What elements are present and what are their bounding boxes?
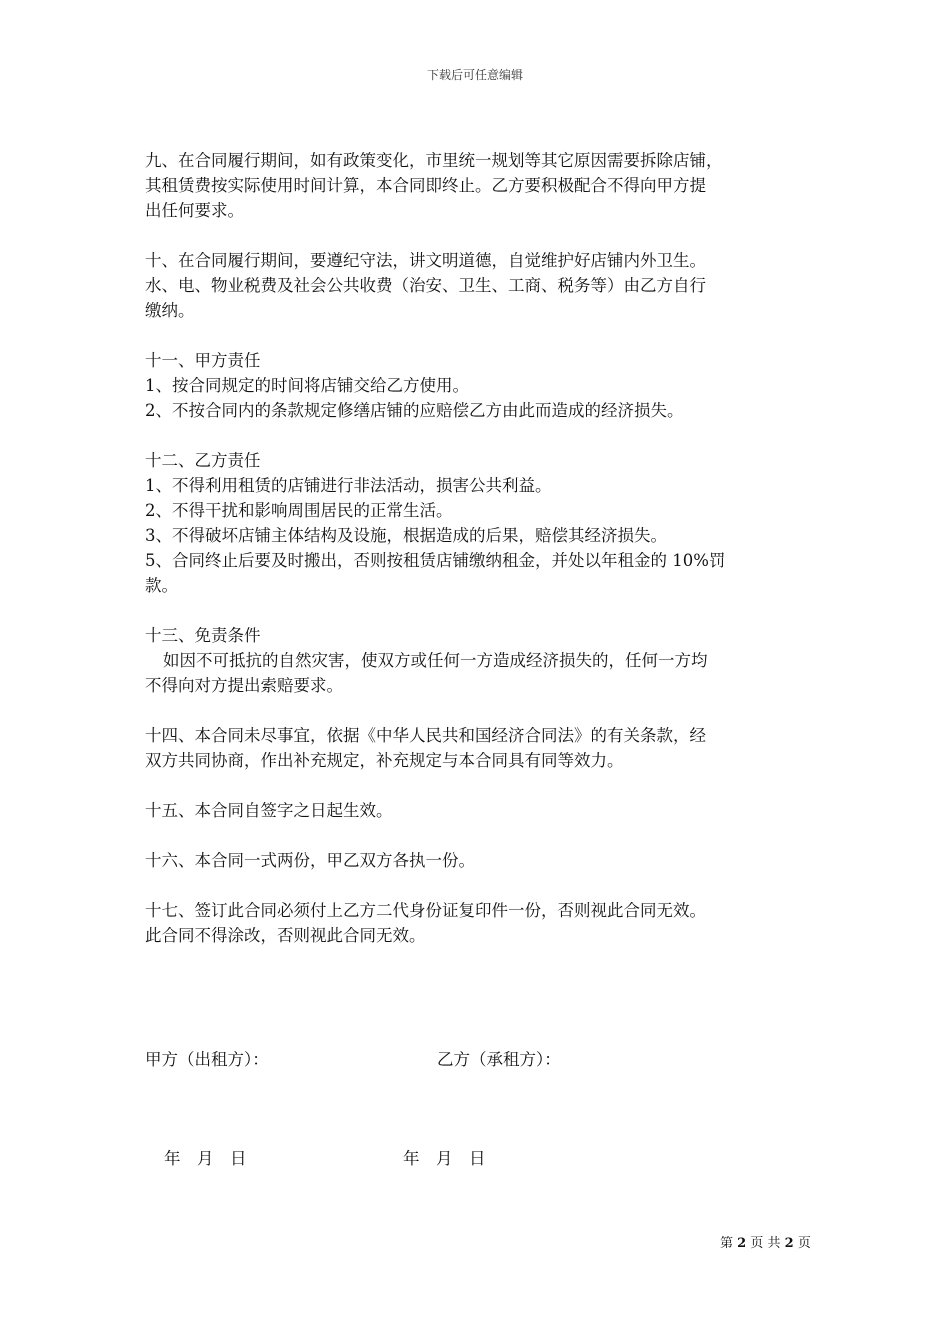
clause-line: 十五、本合同自签字之日起生效。 bbox=[145, 801, 393, 820]
clause-line: 十六、本合同一式两份，甲乙双方各执一份。 bbox=[145, 851, 475, 870]
clause-line: 水、电、物业税费及社会公共收费（治安、卫生、工商、税务等）由乙方自行 bbox=[145, 276, 706, 295]
party-a-signature-label: 甲方（出租方）： bbox=[145, 1050, 269, 1069]
clause-line: 款。 bbox=[145, 576, 178, 595]
clause-11-party-a-duties bbox=[145, 348, 810, 423]
clause-16 bbox=[145, 848, 810, 873]
clause-line: 九、在合同履行期间，如有政策变化，市里统一规划等其它原因需要拆除店铺， bbox=[145, 151, 723, 170]
clause-line: 2、不按合同内的条款规定修缮店铺的应赔偿乙方由此而造成的经济损失。 bbox=[145, 401, 684, 420]
party-b-signature-label: 乙方（承租方）： bbox=[437, 1050, 561, 1069]
clause-line: 此合同不得涂改，否则视此合同无效。 bbox=[145, 926, 426, 945]
clause-line: 5、合同终止后要及时搬出，否则按租赁店铺缴纳租金，并处以年租金的 10%罚 bbox=[145, 551, 726, 570]
page-number bbox=[720, 1232, 811, 1251]
clause-17 bbox=[145, 898, 810, 948]
clause-9 bbox=[145, 148, 810, 223]
clause-12-party-b-duties bbox=[145, 448, 810, 598]
clause-15 bbox=[145, 798, 810, 823]
clause-line: 1、不得利用租赁的店铺进行非法活动，损害公共利益。 bbox=[145, 476, 552, 495]
clause-heading: 十三、免责条件 bbox=[145, 626, 261, 645]
page-header: 下载后可任意编辑 bbox=[426, 68, 523, 82]
page-number-suffix: 页 bbox=[797, 1236, 811, 1251]
clause-line: 不得向对方提出索赔要求。 bbox=[145, 676, 343, 695]
clause-line: 出任何要求。 bbox=[145, 201, 244, 220]
party-a-date: 年 月 日 bbox=[164, 1149, 247, 1168]
clause-line: 缴纳。 bbox=[145, 301, 195, 320]
current-page: 2 bbox=[737, 1236, 747, 1251]
clause-line: 3、不得破坏店铺主体结构及设施，根据造成的后果，赔偿其经济损失。 bbox=[145, 526, 667, 545]
contract-body bbox=[145, 148, 810, 973]
clause-line: 双方共同协商，作出补充规定，补充规定与本合同具有同等效力。 bbox=[145, 751, 624, 770]
total-pages: 2 bbox=[784, 1236, 794, 1251]
page-number-mid: 页 共 bbox=[750, 1236, 781, 1251]
clause-line: 十四、本合同未尽事宜，依据《中华人民共和国经济合同法》的有关条款，经 bbox=[145, 726, 706, 745]
clause-10 bbox=[145, 248, 810, 323]
clause-heading: 十一、甲方责任 bbox=[145, 351, 261, 370]
clause-14 bbox=[145, 723, 810, 773]
clause-heading: 十二、乙方责任 bbox=[145, 451, 261, 470]
clause-line: 其租赁费按实际使用时间计算，本合同即终止。乙方要积极配合不得向甲方提 bbox=[145, 176, 706, 195]
clause-line: 十七、签订此合同必须付上乙方二代身份证复印件一份，否则视此合同无效。 bbox=[145, 901, 706, 920]
page-number-prefix: 第 bbox=[720, 1236, 734, 1251]
clause-line: 十、在合同履行期间，要遵纪守法，讲文明道德，自觉维护好店铺内外卫生。 bbox=[145, 251, 706, 270]
party-b-date: 年 月 日 bbox=[403, 1149, 486, 1168]
clause-line: 如因不可抵抗的自然灾害，使双方或任何一方造成经济损失的，任何一方均 bbox=[163, 651, 708, 670]
clause-line: 2、不得干扰和影响周围居民的正常生活。 bbox=[145, 501, 453, 520]
clause-line: 1、按合同规定的时间将店铺交给乙方使用。 bbox=[145, 376, 469, 395]
clause-13-exemption bbox=[145, 623, 810, 698]
